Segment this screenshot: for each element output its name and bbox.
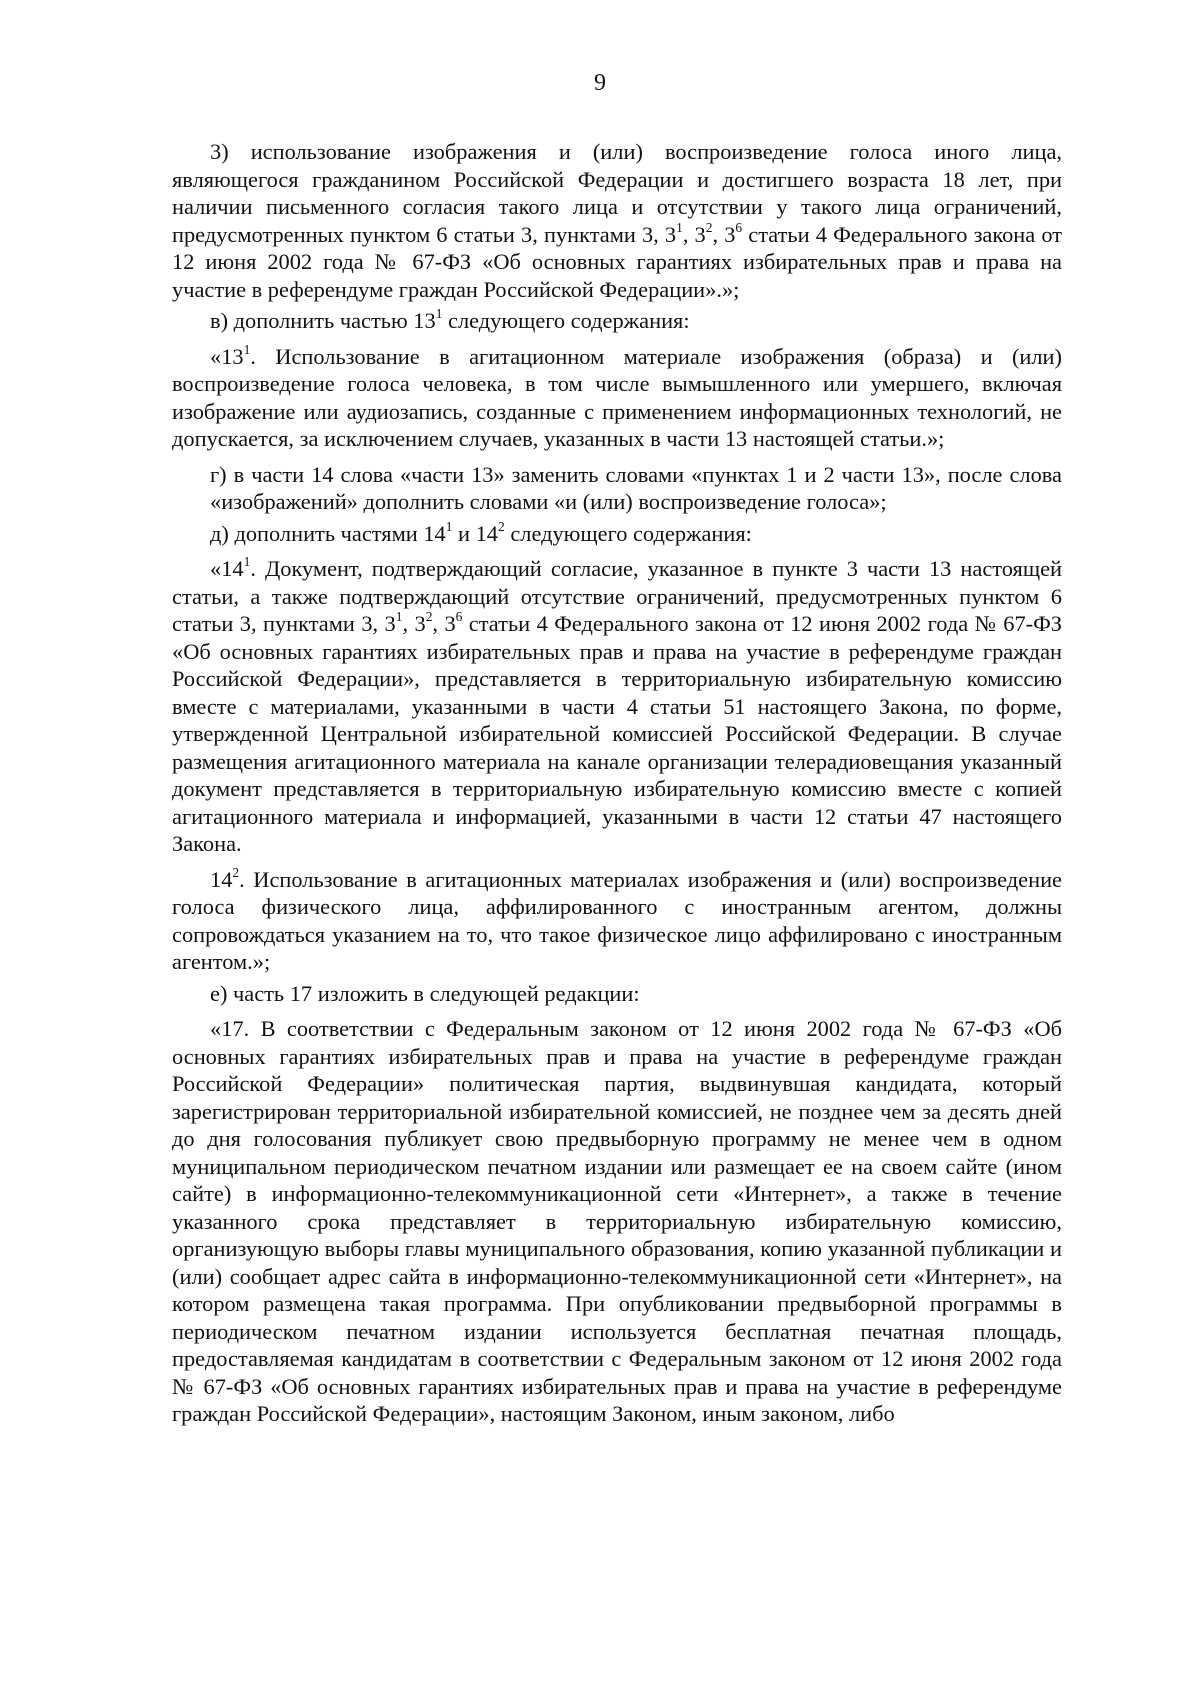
text-run: 14 bbox=[210, 866, 233, 892]
text-run: «14 bbox=[210, 556, 244, 581]
superscript: 2 bbox=[705, 219, 713, 235]
superscript: 6 bbox=[455, 608, 463, 624]
paragraph bbox=[172, 520, 1062, 548]
paragraph bbox=[172, 866, 1062, 976]
text-run: е) часть 17 изложить в следующей редакции: bbox=[210, 980, 640, 1006]
superscript: 1 bbox=[445, 518, 453, 534]
text-run: . Использование в агитационном материале изображения (образа) и (или) воспроизведение голоса человека, в том числе вымышленного или умершего, включая изображение или аудиозапись, созданные с применением информационных технологий, не допускается, за исключением случаев, указанных в части 13 настоящей статьи.»; bbox=[172, 343, 1062, 451]
text-run: статьи 4 Федерального закона от 12 июня 2002 года № 67-ФЗ «Об основных гарантиях избирательных прав и права на участие в референдуме граждан Российской Федерации».»; bbox=[172, 221, 1063, 302]
text-run: г) в части 14 слова «части 13» заменить словами «пунктах 1 и 2 части 13», после слова «изображений» дополнить словами «и (или) воспроизведение голоса»; bbox=[210, 461, 1062, 514]
text-run: , 3 bbox=[682, 221, 706, 247]
paragraph bbox=[172, 1015, 1062, 1428]
text-run: , 3 bbox=[712, 221, 736, 247]
text-run: «17. В соответствии с Федеральным законом от 12 июня 2002 года № 67-ФЗ «Об основных гарантиях избирательных прав и права на участие в референдуме граждан Российской Федерации» политическая партия, выдвинувшая кандидата, который зарегистрирован территориальной избирательной комиссией, не позднее чем за десять дней до дня голосования публикует свою предвыборную программу не менее чем в одном муниципальном периодическом печатном издании или размещает ее на своем сайте (ином сайте) в информационно-телекоммуникационной сети «Интернет», а также в течение указанного срока представляет в территориальную избирательную комиссию, организующую выборы главы муниципального образования, копию указанной публикации и (или) сообщает адрес сайта в информационно-телекоммуникационной сети «Интернет», на котором размещена такая программа. При опубликовании предвыборной программы в периодическом печатном издании используется бесплатная печатная площадь, предоставляемая кандидатам в соответствии с Федеральным законом от 12 июня 2002 года № 67-ФЗ «Об основных гарантиях избирательных прав и права на участие в референдуме граждан Российской Федерации», настоящим Законом, иным законом, либо bbox=[172, 1016, 1062, 1426]
text-run: статьи 4 Федерального закона от 12 июня 2002 года № 67-ФЗ «Об основных гарантиях избирательных прав и права на участие в референдуме граждан Российской Федерации», представляется в территориальную избирательную комиссию вместе с материалами, указанными в части 4 статьи 51 настоящего Закона, по форме, утвержденной Центральной избирательной комиссией Российской Федерации. В случае размещения агитационного материала на канале организации телерадиовещания указанный документ представляется в территориальную избирательную комиссию вместе с копией агитационного материала и информацией, указанными в части 12 статьи 47 настоящего Закона. bbox=[172, 611, 1063, 856]
text-run: следующего содержания: bbox=[504, 520, 752, 546]
text-run: , 3 bbox=[432, 611, 456, 636]
text-run: 3) использование изображения и (или) воспроизведение голоса иного лица, являющегося гражданином Российской Федерации и достигшего возраста 18 лет, при наличии письменного согласия такого лица и отсутствии у такого лица ограничений, предусмотренных пунктом 6 статьи 3, пунктами 3, 3 bbox=[172, 139, 1062, 247]
text-run: «13 bbox=[210, 343, 244, 369]
superscript: 1 bbox=[395, 608, 403, 624]
superscript: 6 bbox=[735, 219, 743, 235]
superscript: 1 bbox=[243, 341, 251, 357]
superscript: 1 bbox=[435, 305, 443, 321]
text-run: следующего содержания: bbox=[442, 308, 690, 333]
text-run: д) дополнить частями 14 bbox=[210, 520, 446, 546]
text-run: в) дополнить частью 13 bbox=[210, 308, 436, 333]
paragraph bbox=[172, 980, 1062, 1008]
paragraph bbox=[172, 461, 1062, 516]
superscript: 2 bbox=[498, 518, 505, 534]
text-run: , 3 bbox=[402, 611, 426, 636]
text-run: и 14 bbox=[452, 520, 499, 546]
paragraph bbox=[172, 343, 1062, 453]
document-body bbox=[172, 138, 1062, 1428]
paragraph bbox=[172, 138, 1062, 303]
superscript: 2 bbox=[232, 864, 240, 880]
text-run: . Использование в агитационных материалах изображения и (или) воспроизведение голоса физического лица, аффилированного с иностранным агентом, должны сопровождаться указанием на то, что такое физическое лицо аффилировано с иностранным агентом.»; bbox=[172, 866, 1062, 974]
page-number: 9 bbox=[594, 70, 606, 96]
paragraph bbox=[172, 555, 1062, 858]
superscript: 2 bbox=[425, 608, 433, 624]
superscript: 1 bbox=[676, 219, 683, 235]
superscript: 1 bbox=[243, 553, 251, 569]
text-run: . Документ, подтверждающий согласие, указанное в пункте 3 части 13 настоящей статьи, а также подтверждающий отсутствие ограничений, предусмотренных пунктом 6 статьи 3, пунктами 3, 3 bbox=[172, 556, 1062, 636]
paragraph bbox=[172, 307, 1062, 335]
